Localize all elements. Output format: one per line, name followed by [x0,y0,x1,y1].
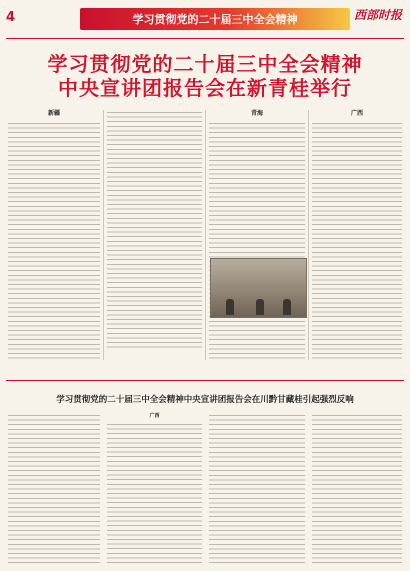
article-column-2 [107,106,202,366]
photo-figure [256,299,264,315]
section-banner [80,8,350,30]
lower-headline: 学习贯彻党的二十届三中全会精神中央宣讲团报告会在川黔甘藏桂引起强烈反响 [56,395,354,405]
column-title: 青海 [250,110,263,117]
masthead [0,0,410,40]
page-number: 4 [6,10,16,25]
column-title: 广西 [350,110,363,117]
article-column-1 [8,106,100,366]
paper-logo: 西部时报 [353,8,402,22]
main-headline-line1: 学习贯彻党的二十届三中全会精神 [47,52,363,76]
article-text-placeholder [312,121,402,361]
event-photo [210,258,307,318]
masthead-divider [6,38,404,39]
article-text-placeholder [8,413,100,566]
lower-column-4 [312,410,402,566]
article-text-placeholder [209,413,305,566]
column-divider [308,110,309,360]
section-banner-text: 学习贯彻党的二十届三中全会精神 [132,13,298,26]
main-headline-line2: 中央宣讲团报告会在新青桂举行 [58,76,352,100]
lower-column-1 [8,410,100,566]
lower-column-3 [209,410,305,566]
article-text-placeholder [107,110,202,350]
lower-column-2 [107,410,202,566]
column-divider [103,110,104,360]
article-column-3 [209,106,305,366]
column-title: 新疆 [47,110,60,117]
article-column-4 [312,106,402,366]
article-text-placeholder [107,422,202,566]
article-text-placeholder [209,121,305,361]
lower-column-subtitle: 广西 [149,413,160,419]
article-text-placeholder [8,121,100,361]
article-text-placeholder [312,413,402,566]
section-divider [6,380,404,381]
photo-figure [226,299,234,315]
column-divider [205,110,206,360]
photo-figure [283,299,291,315]
